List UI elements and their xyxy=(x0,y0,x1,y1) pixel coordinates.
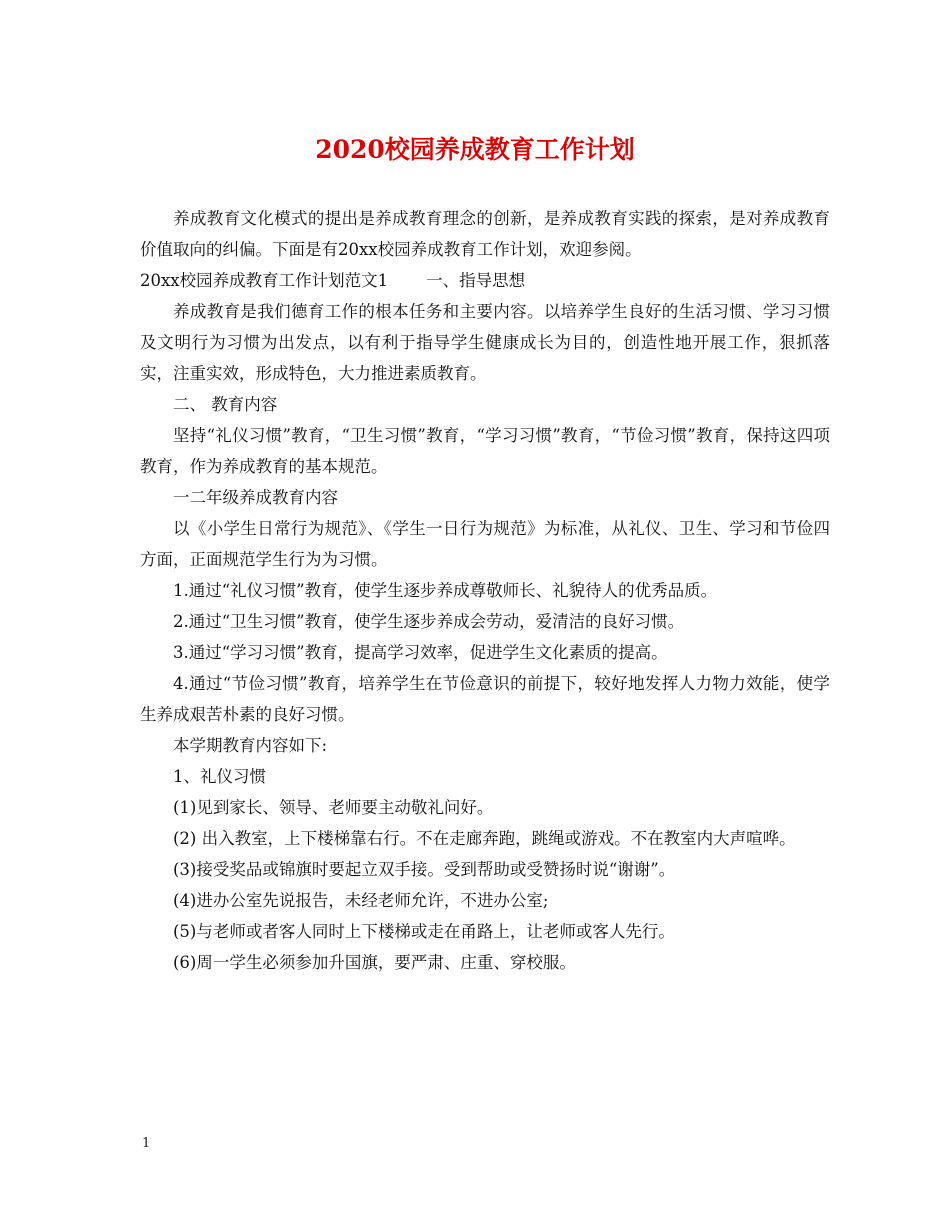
document-body xyxy=(140,203,830,978)
numbered-item-4: 4.通过“节俭习惯”教育，培养学生在节俭意识的前提下，较好地发挥人力物力效能，使学生养成艰苦朴素的良好习惯。 xyxy=(140,674,830,724)
section2-paragraph: 坚持“礼仪习惯”教育，“卫生习惯”教育，“学习习惯”教育，“节俭习惯”教育，保持这四项教育，作为养成教育的基本规范。 xyxy=(140,426,830,476)
document-title: 2020校园养成教育工作计划 xyxy=(315,135,635,164)
semester-heading: 本学期教育内容如下: xyxy=(173,736,328,755)
section2-heading: 二、 教育内容 xyxy=(173,395,278,414)
etiquette-item-4: (4)进办公室先说报告，未经老师允许，不进办公室; xyxy=(173,891,549,910)
intro-paragraph: 养成教育文化模式的提出是养成教育理念的创新，是养成教育实践的探索，是对养成教育价值取向的纠偏。下面是有20xx校园养成教育工作计划，欢迎参阅。 xyxy=(140,209,830,259)
grade-paragraph: 以《小学生日常行为规范》、《学生一日行为规范》为标准，从礼仪、卫生、学习和节俭四方面，正面规范学生行为为习惯。 xyxy=(140,519,830,569)
numbered-item-3: 3.通过“学习习惯”教育，提高学习效率，促进学生文化素质的提高。 xyxy=(173,643,668,662)
page-number: 1 xyxy=(142,1136,151,1151)
grade-heading: 一二年级养成教育内容 xyxy=(173,488,338,507)
numbered-item-2: 2.通过“卫生习惯”教育，使学生逐步养成会劳动，爱清洁的良好习惯。 xyxy=(173,612,685,631)
etiquette-item-6: (6)周一学生必须参加升国旗，要严肃、庄重、穿校服。 xyxy=(173,953,576,972)
numbered-item-1: 1.通过“礼仪习惯”教育，使学生逐步养成尊敬师长、礼貌待人的优秀品质。 xyxy=(173,581,718,600)
etiquette-item-3: (3)接受奖品或锦旗时要起立双手接。受到帮助或受赞扬时说“谢谢”。 xyxy=(173,860,676,879)
etiquette-item-5: (5)与老师或者客人同时上下楼梯或走在甬路上，让老师或客人先行。 xyxy=(173,922,675,941)
etiquette-heading: 1、礼仪习惯 xyxy=(173,767,266,786)
sample-heading-line xyxy=(140,265,830,296)
sample-heading: 20xx校园养成教育工作计划范文1 xyxy=(140,271,389,290)
section1-paragraph: 养成教育是我们德育工作的根本任务和主要内容。以培养学生良好的生活习惯、学习习惯及文明行为习惯为出发点，以有利于指导学生健康成长为目的，创造性地开展工作，狠抓落实，注重实效，形成特色，大力推进素质教育。 xyxy=(140,302,830,383)
section1-heading: 一、指导思想 xyxy=(426,271,526,290)
etiquette-item-1: (1)见到家长、领导、老师要主动敬礼问好。 xyxy=(173,798,494,817)
etiquette-item-2: (2) 出入教室，上下楼梯靠右行。不在走廊奔跑，跳绳或游戏。不在教室内大声喧哗。 xyxy=(173,829,796,848)
